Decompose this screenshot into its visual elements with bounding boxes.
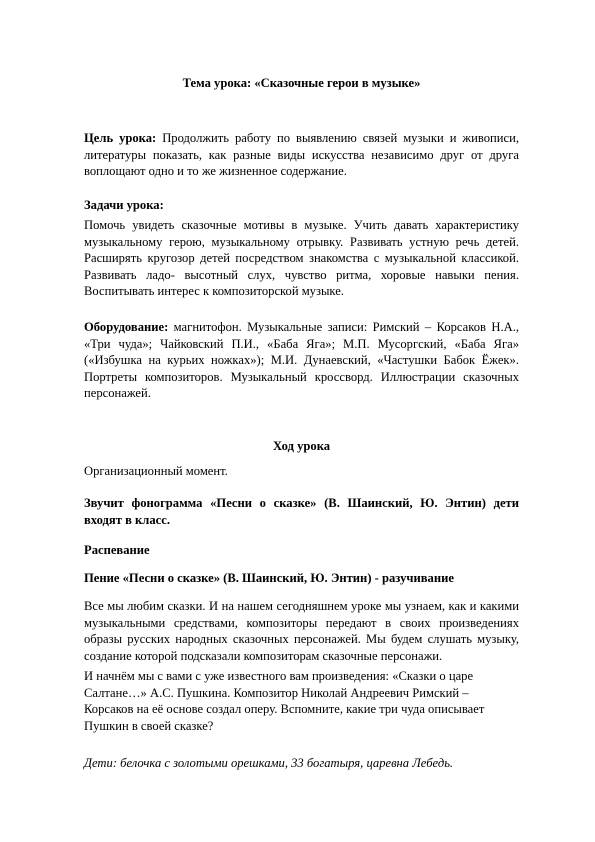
lesson-goal-label: Цель урока: <box>84 131 157 145</box>
organizational-moment: Организационный момент. <box>84 464 228 478</box>
lesson-progress-heading: Ход урока <box>272 439 331 453</box>
tasks-paragraph: Помочь увидеть сказочные мотивы в музыке. Учить давать характеристику музыкальному герою, музыкальному отрывку. Развивать устную речь детей. Расширять кругозор детей посредством знакомства с музыкальной классикой. Развивать ладо- высотный слух, чувство ритма, хоровые навыки пения. Воспитывать интерес к композиторской музыке. <box>84 218 519 299</box>
intro-paragraph: Все мы любим сказки. И на нашем сегодняшнем уроке мы узнаем, как и какими музыкальными средствами, композиторы передают в своих произведениях образы русских народных сказочных персонажей. Мы будем слушать музыку, создание которой подсказали композиторам сказочные персонажи. <box>84 599 519 663</box>
tasks-heading: Задачи урока: <box>84 198 164 212</box>
lesson-topic-title: Тема урока: «Сказочные герои в музыке» <box>182 76 421 90</box>
singing-paragraph: Пение «Песни о сказке» (В. Шаинский, Ю. Энтин) - разучивание <box>84 571 454 585</box>
children-answer: Дети: белочка с золотыми орешками, 33 богатыря, царевна Лебедь. <box>84 756 454 770</box>
equipment-label: Оборудование: <box>84 320 169 334</box>
equipment-text: магнитофон. Музыкальные записи: Римский – Корсаков Н.А., «Три чуда»; Чайковский П.И., «Баба Яга»; М.П. Мусоргский, «Баба Яга» («Избушка на курьих ножках»); М.И. Дунаевский, «Частушки Бабок Ёжек». Портреты композиторов. Музыкальный кроссворд. Иллюстрации сказочных персонажей. <box>84 320 519 401</box>
question-paragraph: И начнём мы с вами с уже известного вам произведения: «Сказки о царе Салтане…» А.С. Пушкина. Композитор Николай Андреевич Римский – Корсаков на её основе создал оперу. Вспомните, какие три чуда описывает Пушкин в своей сказке? <box>84 669 485 733</box>
phonogram-paragraph: Звучит фонограмма «Песни о сказке» (В. Шаинский, Ю. Энтин) дети входят в класс. <box>84 496 519 527</box>
lesson-goal-text: Продолжить работу по выявлению связей музыки и живописи, литературы показать, как разные виды искусства независимо друг от друга воплощают одно и то же жизненное содержание. <box>84 131 519 179</box>
equipment-paragraph <box>84 319 519 402</box>
warmup-heading: Распевание <box>84 543 150 557</box>
lesson-goal-paragraph <box>84 130 519 180</box>
